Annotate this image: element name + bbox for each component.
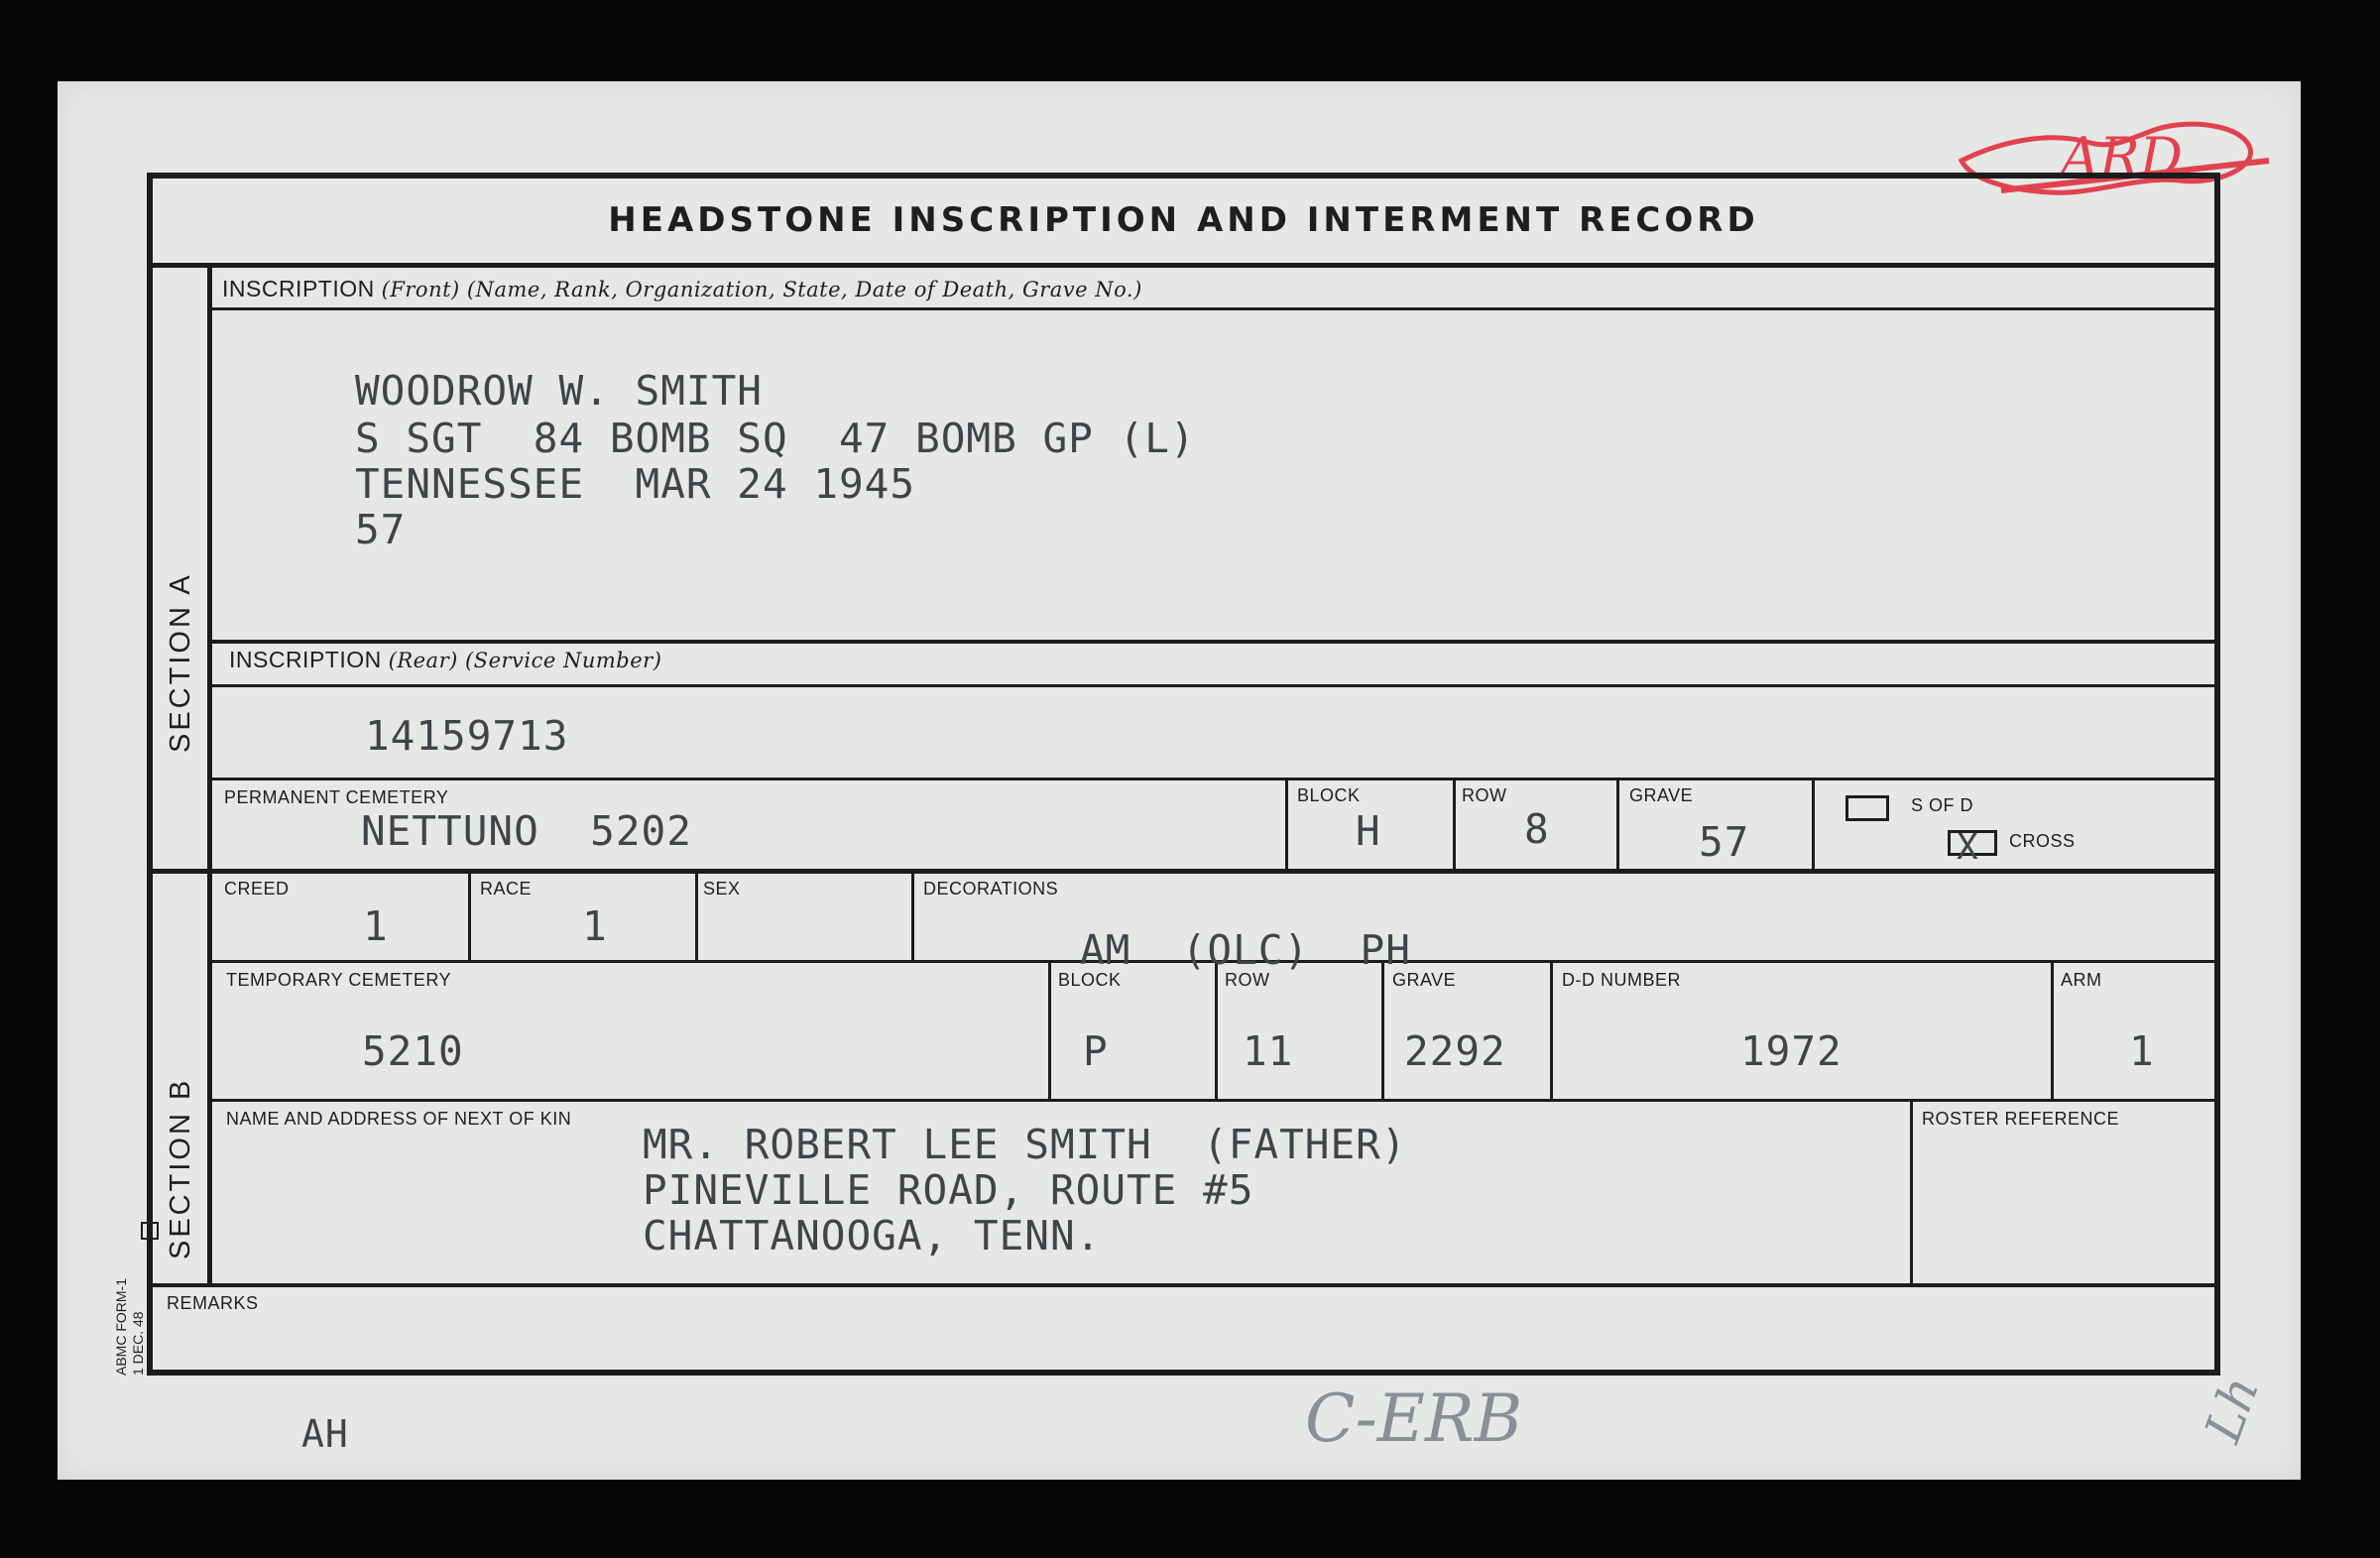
temporary-cemetery-value: 5210 (362, 1027, 464, 1075)
inscription-rear-label: INSCRIPTION (Rear) (Service Number) (229, 647, 662, 672)
form-frame (147, 173, 2220, 1376)
next-of-kin-label: NAME AND ADDRESS OF NEXT OF KIN (226, 1109, 572, 1129)
block-value: H (1356, 807, 1381, 855)
s-of-d-label: S OF D (1911, 795, 1974, 815)
dd-number-value: 1972 (1740, 1027, 1843, 1075)
pencil-annotation-bottom: C-ERB (1305, 1380, 1523, 1457)
grave-value: 57 (1699, 818, 1750, 866)
row-value: 8 (1524, 805, 1550, 853)
decorations-value: AM (OLC) PH (1080, 926, 1411, 974)
arm-label: ARM (2061, 970, 2102, 990)
inscription-front-line-3: TENNESSEE MAR 24 1945 (355, 460, 916, 508)
sex-label: SEX (703, 879, 741, 899)
row-label: ROW (1462, 785, 1507, 805)
t-row-label: ROW (1225, 970, 1270, 990)
inscription-front-line-2: S SGT 84 BOMB SQ 47 BOMB GP (L) (355, 415, 1196, 462)
s-of-d-checkbox[interactable] (1845, 795, 1889, 821)
next-of-kin-line-3: CHATTANOOGA, TENN. (643, 1212, 1102, 1259)
race-value: 1 (582, 902, 608, 950)
t-block-label: BLOCK (1058, 970, 1122, 990)
pencil-annotation-right: Lh (2194, 1369, 2271, 1450)
cross-mark: X (1957, 827, 1979, 868)
t-row-value: 11 (1243, 1027, 1294, 1075)
cross-label: CROSS (2009, 831, 2076, 851)
form-identifier: ABMC FORM-1 1 DEC. 48 (113, 1278, 146, 1376)
creed-label: CREED (224, 879, 290, 899)
roster-reference-label: ROSTER REFERENCE (1922, 1109, 2120, 1129)
form-title: HEADSTONE INSCRIPTION AND INTERMENT RECORD (608, 200, 1759, 240)
block-label: BLOCK (1297, 785, 1361, 805)
decorations-label: DECORATIONS (923, 879, 1059, 899)
creed-value: 1 (363, 902, 389, 950)
section-b-label: SECTION B (165, 1077, 196, 1259)
inscription-front-line-1: WOODROW W. SMITH (355, 367, 763, 415)
permanent-cemetery-value: NETTUNO 5202 (361, 807, 692, 855)
bottom-typed-initials: AH (301, 1412, 349, 1456)
dd-number-label: D-D NUMBER (1562, 970, 1681, 990)
remarks-label: REMARKS (167, 1293, 259, 1313)
service-number: 14159713 (365, 712, 569, 760)
arm-value: 1 (2129, 1027, 2155, 1075)
temporary-cemetery-label: TEMPORARY CEMETERY (226, 970, 452, 990)
t-grave-value: 2292 (1404, 1027, 1506, 1075)
form-id-checkbox (141, 1222, 159, 1240)
record-card (58, 81, 2301, 1480)
t-grave-label: GRAVE (1392, 970, 1457, 990)
next-of-kin-line-1: MR. ROBERT LEE SMITH (FATHER) (643, 1121, 1407, 1168)
red-stamp-text: ARD (2061, 126, 2183, 188)
permanent-cemetery-label: PERMANENT CEMETERY (224, 787, 449, 807)
next-of-kin-line-2: PINEVILLE ROAD, ROUTE #5 (643, 1166, 1254, 1214)
inscription-front-line-4: 57 (355, 506, 407, 553)
inscription-front-label: INSCRIPTION (Front) (Name, Rank, Organization, State, Date of Death, Grave No.) (222, 276, 1142, 301)
section-a-label: SECTION A (165, 572, 196, 753)
race-label: RACE (480, 879, 533, 899)
grave-label: GRAVE (1629, 785, 1694, 805)
t-block-value: P (1083, 1027, 1109, 1075)
